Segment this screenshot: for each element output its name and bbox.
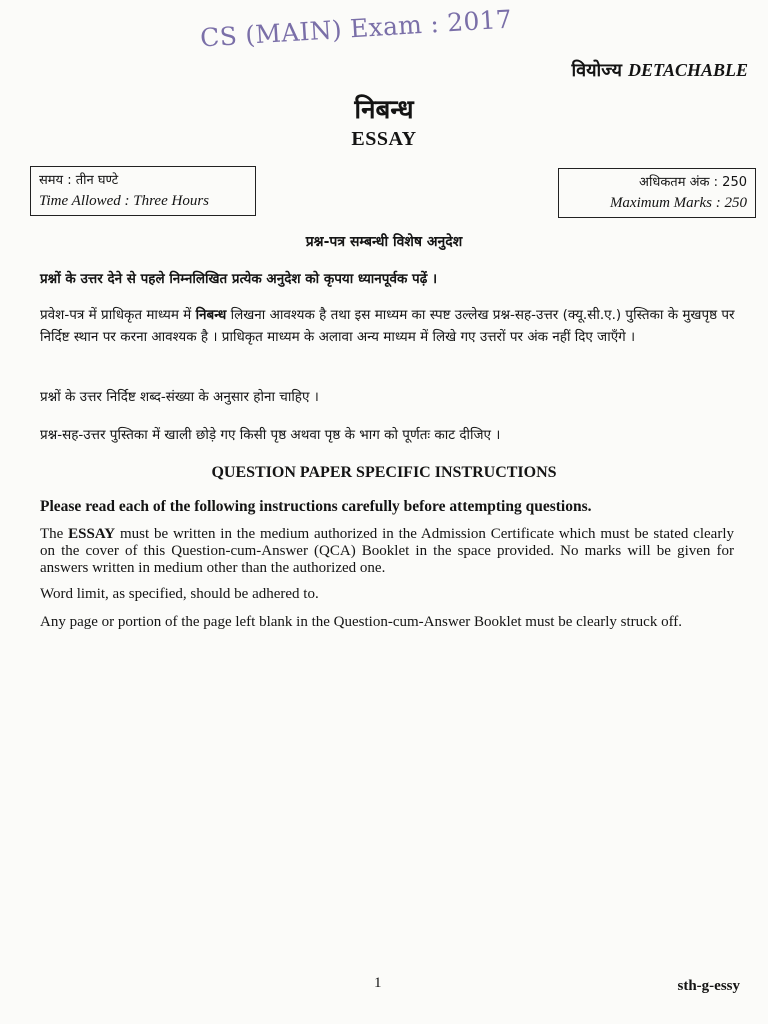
- english-instruction-medium: [40, 526, 734, 577]
- time-allowed-box: [30, 166, 256, 216]
- english-medium-essay-word: ESSAY: [68, 526, 116, 542]
- maximum-marks-english: Maximum Marks : 250: [609, 195, 747, 211]
- hindi-instruction-blank-pages: प्रश्न-सह-उत्तर पुस्तिका में खाली छोड़े गए किसी पृष्ठ अथवा पृष्ठ के भाग को पूर्णतः काट दीजिए ।: [40, 427, 501, 443]
- hindi-medium-essay-word: निबन्ध: [195, 307, 227, 323]
- english-instruction-word-limit: Word limit, as specified, should be adhered to.: [40, 586, 319, 602]
- hindi-instructions-heading: प्रश्न-पत्र सम्बन्धी विशेष अनुदेश: [305, 234, 463, 250]
- time-allowed-hindi: समय : तीन घण्टे: [39, 173, 119, 188]
- document-code: sth-g-essy: [677, 978, 740, 994]
- detachable-label: [571, 58, 748, 82]
- maximum-marks-hindi: अधिकतम अंक : 250: [639, 175, 747, 190]
- maximum-marks-box: [558, 168, 756, 218]
- english-medium-text-end: must be written in the medium authorized in the Admission Certificate which must be stated clearly on the cover of this Question-cum-Answer (QCA) Booklet in the space provided. No marks will be given for answers written in medium other than the authorized one.: [40, 526, 734, 576]
- hindi-medium-text-start: प्रवेश-पत्र में प्राधिकृत माध्यम में: [40, 307, 196, 323]
- english-medium-text-start: The: [40, 526, 69, 542]
- hindi-instruction-word-limit: प्रश्नों के उत्तर निर्दिष्ट शब्द-संख्या के अनुसार होना चाहिए ।: [40, 389, 319, 405]
- page-number: 1: [374, 975, 382, 991]
- page-title-hindi: निबन्ध: [354, 95, 414, 125]
- hindi-instructions-intro: प्रश्नों के उत्तर देने से पहले निम्नलिखित प्रत्येक अनुदेश को कृपया ध्यानपूर्वक पढ़ें ।: [40, 271, 438, 287]
- time-allowed-english: Time Allowed : Three Hours: [39, 193, 210, 209]
- english-instructions-intro: Please read each of the following instructions carefully before attempting questions.: [40, 498, 592, 515]
- english-instruction-blank-pages: Any page or portion of the page left blank in the Question-cum-Answer Booklet must be clearly struck off.: [40, 614, 683, 630]
- detachable-hindi: वियोज्य: [571, 60, 622, 81]
- english-instructions-heading: QUESTION PAPER SPECIFIC INSTRUCTIONS: [211, 464, 557, 481]
- detachable-english: DETACHABLE: [627, 60, 748, 80]
- hindi-instruction-medium: [40, 304, 736, 348]
- page-title-english: ESSAY: [351, 128, 417, 150]
- hindi-medium-text-end: लिखना आवश्यक है तथा इस माध्यम का स्पष्ट उल्लेख प्रश्न-सह-उत्तर (क्यू.सी.ए.) पुस्तिका के मुखपृष्ठ पर निर्दिष्ट स्थान पर करना आवश्यक है । प्राधिकृत माध्यम के अलावा अन्य माध्यम में लिखे गए उत्तरों पर अंक नहीं दिए जाएँगे ।: [40, 307, 735, 345]
- exam-stamp: CS (MAIN) Exam : 2017: [199, 4, 513, 53]
